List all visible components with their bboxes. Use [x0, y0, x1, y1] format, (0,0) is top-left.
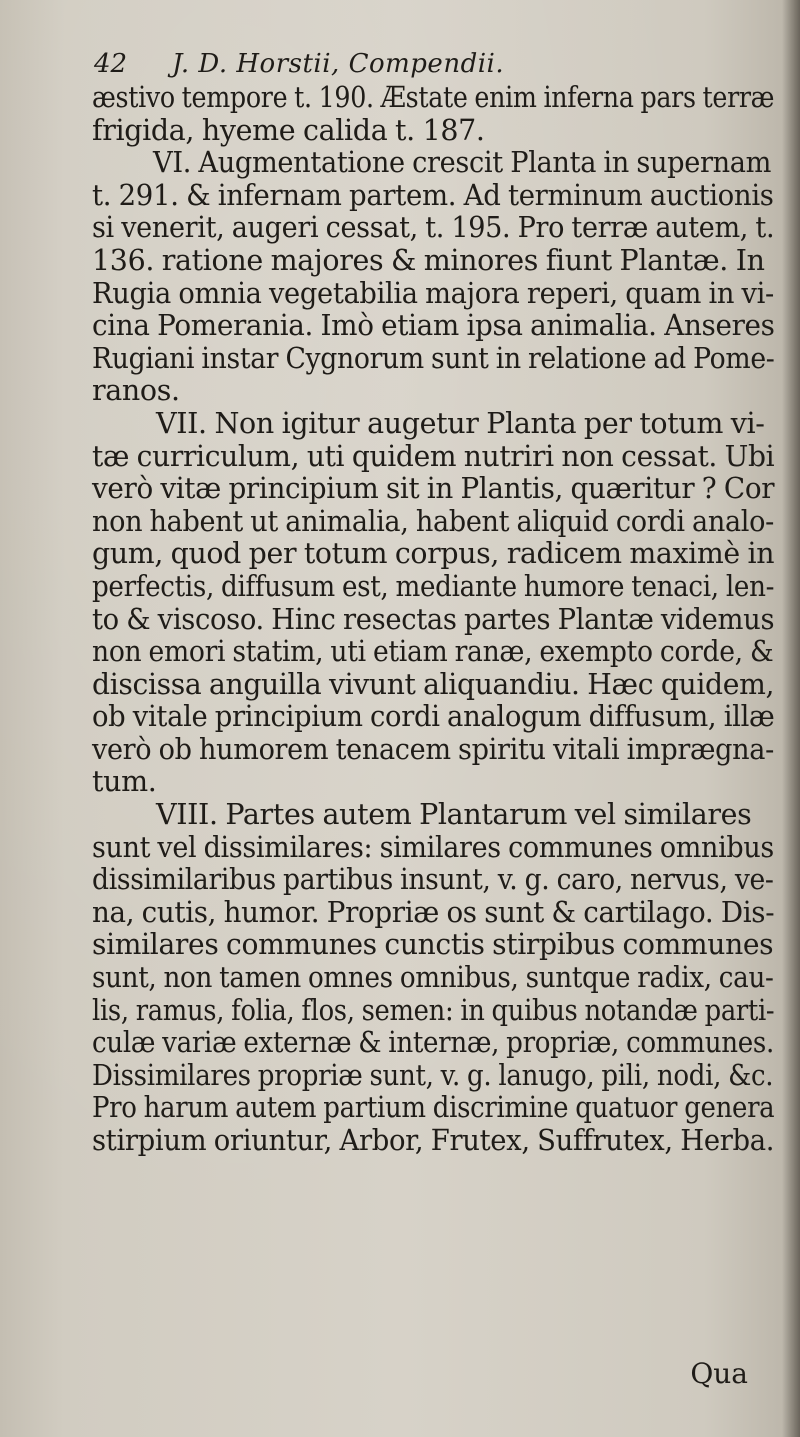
- text-line: Rugiani instar Cygnorum sunt in relatione ad Pome-: [92, 341, 775, 375]
- page-number: 42: [94, 49, 128, 79]
- text-line: stirpium oriuntur, Arbor, Frutex, Suffrutex, Herba.: [92, 1124, 775, 1157]
- page-header: [92, 50, 774, 78]
- text-line: ob vitale principium cordi analogum diffusum, illæ: [92, 700, 775, 734]
- text-line: frigida, hyeme calida t. 187.: [92, 113, 485, 147]
- paragraph-viii-start: VIII. Partes autem Plantarum vel similares: [156, 798, 752, 832]
- text-line: ranos.: [92, 374, 180, 408]
- catchword: Qua: [690, 1357, 748, 1390]
- text-line: non habent ut animalia, habent aliquid cordi analo-: [92, 504, 774, 538]
- text-line: sunt vel dissimilares: similares communes omnibus: [92, 830, 774, 864]
- paragraph-vii-start: VII. Non igitur augetur Planta per totum vi-: [156, 406, 765, 440]
- text-line: Pro harum autem partium discrimine quatuor genera: [92, 1091, 775, 1125]
- page-edge-shadow: [782, 0, 800, 1437]
- text-line: si venerit, augeri cessat, t. 195. Pro terræ autem, t.: [92, 211, 775, 245]
- text-line: tæ curriculum, uti quidem nutriri non cessat. Ubi: [92, 439, 775, 473]
- text-line: t. 291. & infernam partem. Ad terminum auctionis: [92, 178, 774, 212]
- text-line: Rugia omnia vegetabilia majora reperi, quam in vi-: [92, 276, 774, 310]
- running-head: J. D. Horstii, Compendii.: [172, 49, 505, 79]
- text-line: gum, quod per totum corpus, radicem maximè in: [92, 537, 775, 571]
- text-line: verò vitæ principium sit in Plantis, quæritur ? Cor: [92, 472, 775, 506]
- text-line: cina Pomerania. Imò etiam ipsa animalia. Anseres: [92, 309, 775, 343]
- text-line: verò ob humorem tenacem spiritu vitali imprægna-: [92, 732, 774, 766]
- text-line: tum.: [92, 765, 157, 799]
- text-line: dissimilaribus partibus insunt, v. g. caro, nervus, ve-: [92, 863, 774, 897]
- text-line: na, cutis, humor. Propriæ os sunt & cartilago. Dis-: [92, 895, 775, 929]
- text-line: sunt, non tamen omnes omnibus, suntque radix, cau-: [92, 961, 774, 995]
- text-line: Dissimilares propriæ sunt, v. g. lanugo, pili, nodi, &c.: [92, 1058, 774, 1092]
- text-line: æstivo tempore t. 190. Æstate enim inferna pars terræ: [92, 81, 775, 114]
- text-line: perfectis, diffusum est, mediante humore tenaci, len-: [92, 569, 775, 603]
- text-line: discissa anguilla vivunt aliquandiu. Hæc quidem,: [92, 667, 775, 701]
- text-line: lis, ramus, folia, flos, semen: in quibus notandæ parti-: [92, 993, 775, 1027]
- text-line: culæ variæ externæ & internæ, propriæ, communes.: [92, 1026, 774, 1060]
- text-line: non emori statim, uti etiam ranæ, exempto corde, &: [92, 635, 774, 669]
- text-line: 136. ratione majores & minores fiunt Plantæ. In: [92, 243, 765, 277]
- text-line: to & viscoso. Hinc resectas partes Plantæ videmus: [92, 602, 775, 636]
- text-line: similares communes cunctis stirpibus communes: [92, 928, 774, 962]
- paragraph-vi-start: VI. Augmentatione crescit Planta in supernam: [153, 146, 772, 180]
- page-text-block: [92, 50, 774, 1158]
